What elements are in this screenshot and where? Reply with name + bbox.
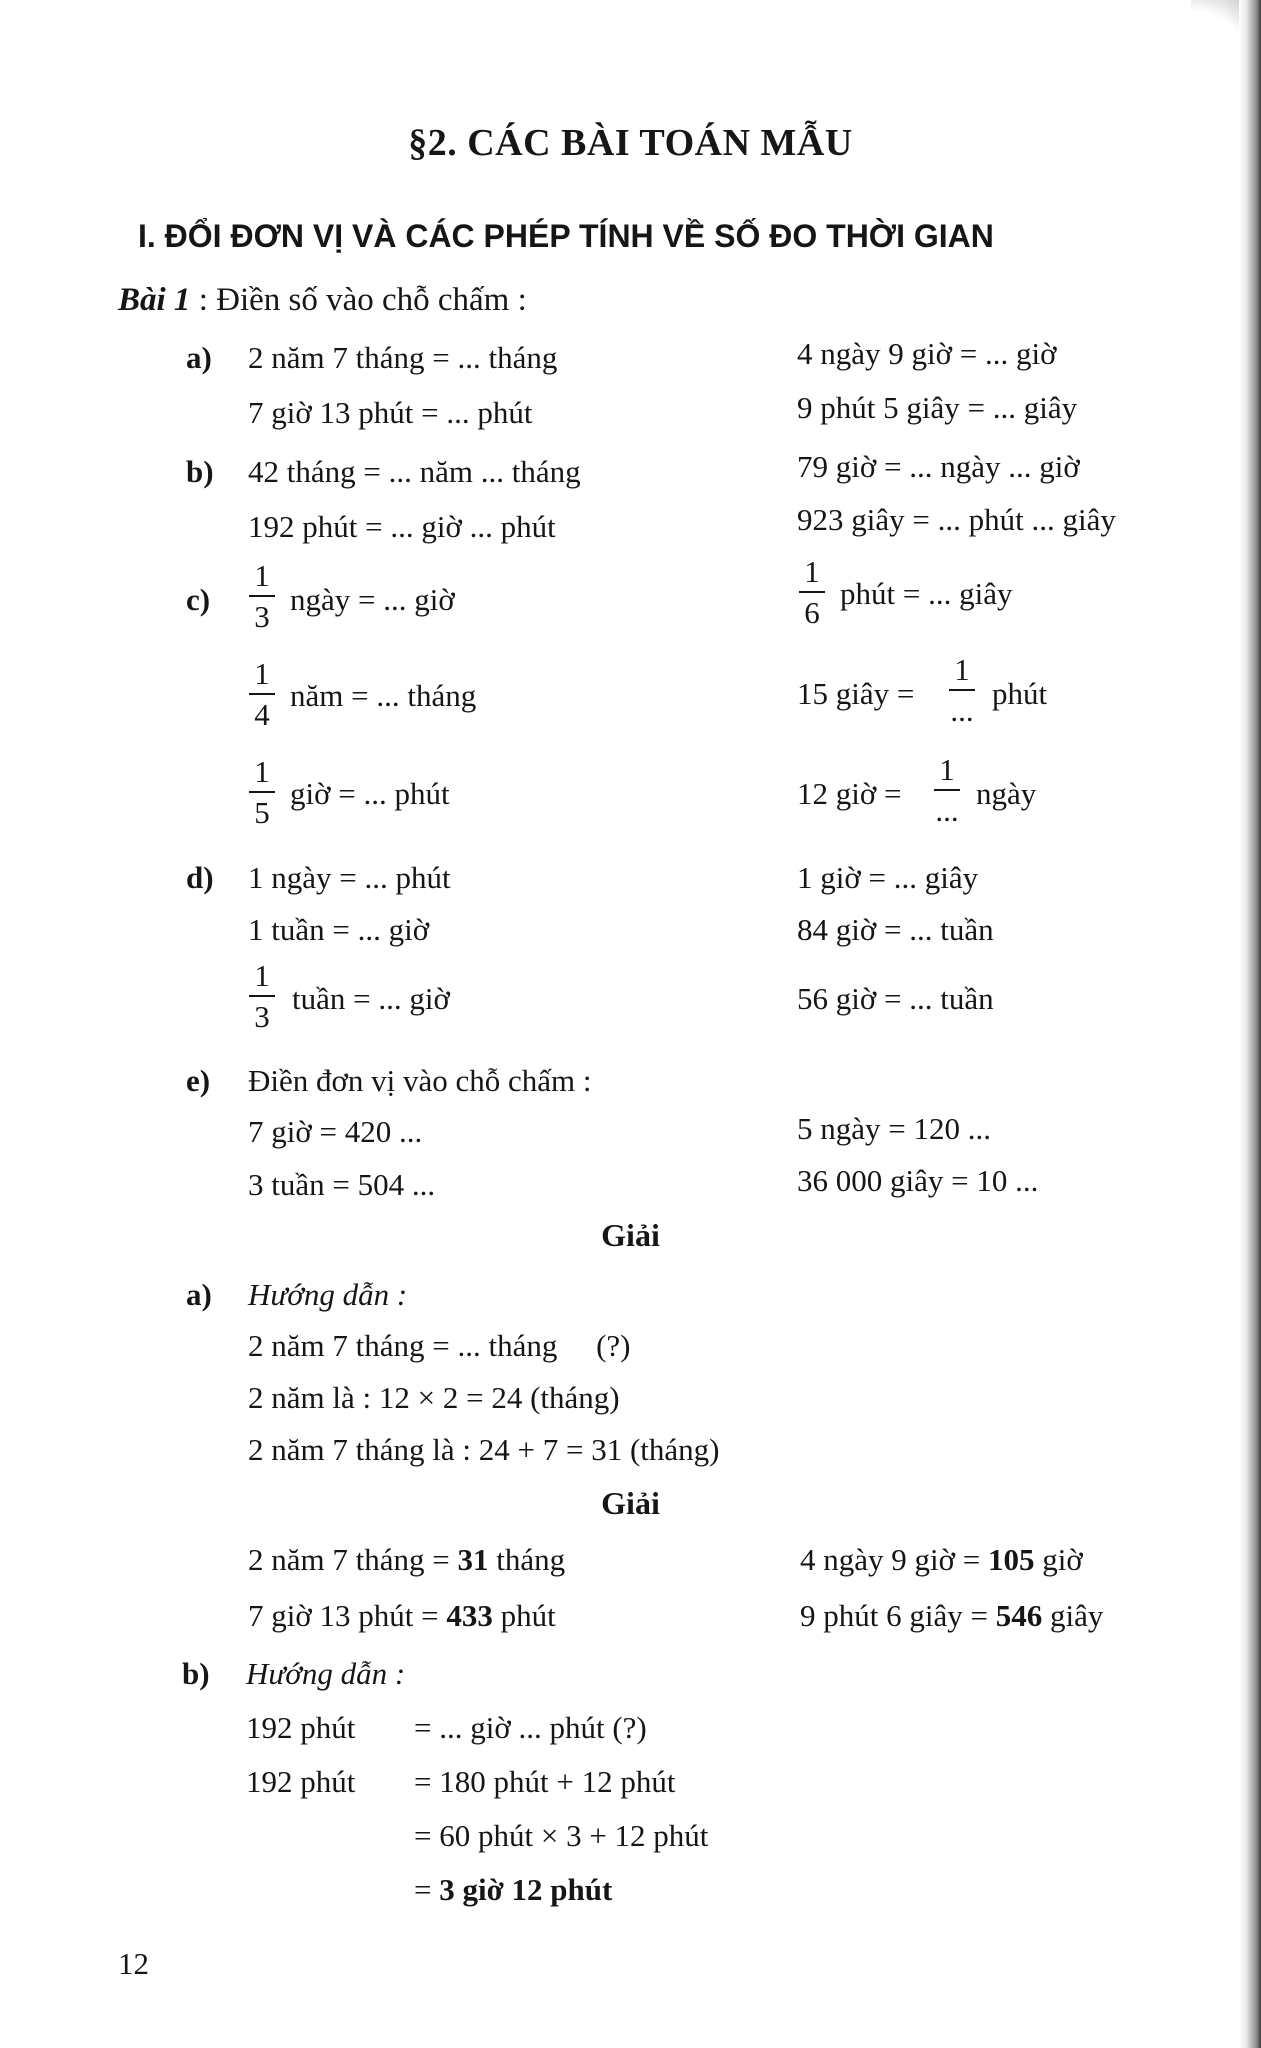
page-edge-shadow: [1239, 0, 1261, 2048]
fraction-one-over-blank: 1 ...: [950, 652, 974, 728]
part-d-right-3: 56 giờ = ... tuần: [797, 981, 994, 1016]
solution-a-step-1: 2 năm 7 tháng = ... tháng (?): [248, 1328, 631, 1363]
part-c-right-2-suffix: phút: [992, 676, 1048, 711]
part-b-left-2: 192 phút = ... giờ ... phút: [248, 509, 556, 544]
solution-a-label: a): [186, 1277, 212, 1312]
part-b-left-1: 42 tháng = ... năm ... tháng: [248, 454, 581, 489]
problem-label: Bài 1: [118, 282, 191, 318]
solution-a-heading: Giải: [601, 1485, 660, 1521]
part-c-right-3-prefix: 12 giờ =: [797, 776, 902, 811]
part-a-left-2: 7 giờ 13 phút = ... phút: [248, 395, 533, 430]
solution-a-answer-left-2: 7 giờ 13 phút = 433 phút: [248, 1598, 556, 1633]
solution-b-rhs-1: = ... giờ ... phút (?): [414, 1710, 647, 1745]
solution-a-answer-right-2: 9 phút 6 giây = 546 giây: [800, 1598, 1104, 1633]
part-b-label: b): [186, 454, 214, 489]
solution-b-rhs-4: = 3 giờ 12 phút: [414, 1872, 613, 1907]
part-e-left-1: 7 giờ = 420 ...: [248, 1114, 423, 1149]
solution-a-step-3: 2 năm 7 tháng là : 24 + 7 = 31 (tháng): [248, 1432, 720, 1467]
page-title: §2. CÁC BÀI TOÁN MẪU: [408, 122, 853, 164]
part-e-right-2: 36 000 giây = 10 ...: [797, 1163, 1039, 1198]
part-c-label: c): [186, 582, 211, 617]
fraction-one-third: 1 3: [249, 960, 275, 1034]
fraction-one-fifth: 1 5: [249, 756, 275, 830]
part-a-right-2: 9 phút 5 giây = ... giây: [797, 390, 1078, 425]
part-c-right-3-suffix: ngày: [976, 776, 1037, 811]
fraction-one-over-blank: 1 ...: [935, 752, 959, 828]
part-c-right-1: phút = ... giây: [840, 576, 1013, 611]
solution-b-lhs-2: 192 phút: [246, 1764, 356, 1799]
solution-a-answer-right-1: 4 ngày 9 giờ = 105 giờ: [800, 1542, 1083, 1577]
part-e-left-2: 3 tuần = 504 ...: [248, 1167, 436, 1202]
part-e-right-1: 5 ngày = 120 ...: [797, 1111, 991, 1146]
part-b-right-1: 79 giờ = ... ngày ... giờ: [797, 449, 1080, 484]
part-a-left-1: 2 năm 7 tháng = ... tháng: [248, 340, 558, 375]
part-b-right-2: 923 giây = ... phút ... giây: [797, 502, 1116, 537]
fraction-one-quarter: 1 4: [249, 658, 275, 732]
page-number: 12: [118, 1946, 149, 1981]
problem-instruction: : Điền số vào chỗ chấm :: [198, 282, 527, 318]
fraction-one-third: 1 3: [249, 560, 275, 634]
part-c-right-2-prefix: 15 giây =: [797, 676, 915, 711]
part-c-left-2: năm = ... tháng: [290, 678, 477, 713]
solution-heading: Giải: [601, 1217, 660, 1253]
part-d-left-1: 1 ngày = ... phút: [248, 860, 451, 895]
solution-b-guide: Hướng dẫn :: [246, 1656, 406, 1691]
fraction-one-sixth: 1 6: [799, 556, 825, 630]
part-e-label: e): [186, 1063, 211, 1098]
solution-a-answer-left-1: 2 năm 7 tháng = 31 tháng: [248, 1542, 566, 1577]
solution-b-lhs-1: 192 phút: [246, 1710, 356, 1745]
part-c-left-1: ngày = ... giờ: [290, 582, 455, 617]
solution-b-label: b): [182, 1656, 210, 1691]
solution-b-rhs-2: = 180 phút + 12 phút: [414, 1764, 676, 1799]
problem-heading: [118, 284, 527, 317]
part-d-label: d): [186, 860, 214, 895]
part-d-right-1: 1 giờ = ... giây: [797, 860, 979, 895]
solution-a-guide: Hướng dẫn :: [248, 1277, 408, 1312]
part-e-instruction: Điền đơn vị vào chỗ chấm :: [248, 1063, 592, 1098]
part-a-right-1: 4 ngày 9 giờ = ... giờ: [797, 336, 1057, 371]
solution-b-rhs-3: = 60 phút × 3 + 12 phút: [414, 1818, 709, 1853]
part-a-label: a): [186, 340, 212, 375]
part-d-left-2: 1 tuần = ... giờ: [248, 912, 430, 947]
part-d-left-3: tuần = ... giờ: [292, 981, 450, 1016]
part-d-right-2: 84 giờ = ... tuần: [797, 912, 994, 947]
section-heading: I. ĐỔI ĐƠN VỊ VÀ CÁC PHÉP TÍNH VỀ SỐ ĐO THỜI GIAN: [138, 218, 994, 254]
solution-a-step-2: 2 năm là : 12 × 2 = 24 (tháng): [248, 1380, 620, 1415]
part-c-left-3: giờ = ... phút: [290, 776, 450, 811]
